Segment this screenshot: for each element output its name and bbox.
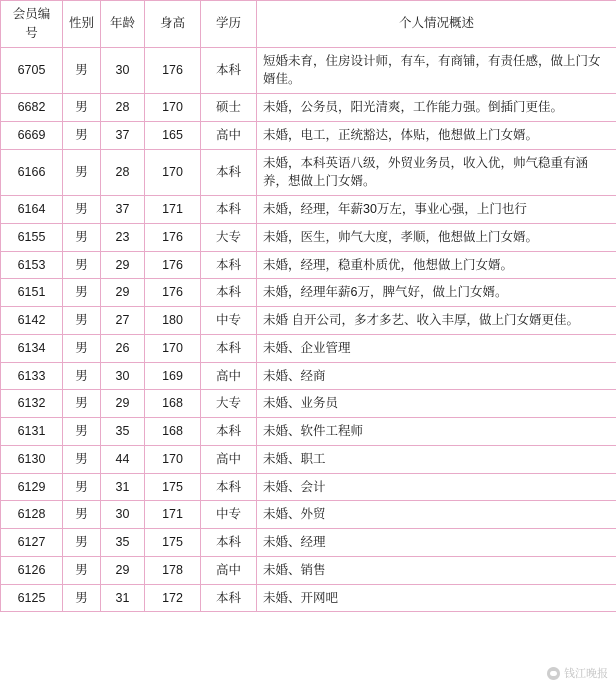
cell-description: 未婚 自开公司，多才多艺、收入丰厚，做上门女婿更佳。 — [257, 307, 616, 335]
cell-education: 本科 — [201, 251, 257, 279]
cell-description: 未婚、业务员 — [257, 390, 616, 418]
cell-education: 硕士 — [201, 94, 257, 122]
cell-gender: 男 — [63, 149, 101, 196]
cell-description: 未婚、开网吧 — [257, 584, 616, 612]
watermark — [547, 665, 608, 681]
cell-gender: 男 — [63, 390, 101, 418]
cell-education: 大专 — [201, 223, 257, 251]
cell-id: 6132 — [1, 390, 63, 418]
cell-height: 175 — [145, 473, 201, 501]
cell-education: 本科 — [201, 47, 257, 94]
cell-age: 37 — [101, 196, 145, 224]
cell-gender: 男 — [63, 196, 101, 224]
cell-education: 高中 — [201, 121, 257, 149]
cell-id: 6669 — [1, 121, 63, 149]
cell-description: 未婚、经商 — [257, 362, 616, 390]
cell-id: 6166 — [1, 149, 63, 196]
cell-description: 未婚、企业管理 — [257, 334, 616, 362]
cell-id: 6126 — [1, 556, 63, 584]
cell-description: 未婚，公务员，阳光清爽，工作能力强。倒插门更佳。 — [257, 94, 616, 122]
cell-age: 35 — [101, 529, 145, 557]
cell-gender: 男 — [63, 529, 101, 557]
cell-education: 高中 — [201, 556, 257, 584]
cell-description: 未婚、软件工程师 — [257, 418, 616, 446]
column-header-gender: 性别 — [63, 1, 101, 48]
cell-gender: 男 — [63, 307, 101, 335]
cell-education: 本科 — [201, 196, 257, 224]
cell-id: 6153 — [1, 251, 63, 279]
cell-education: 本科 — [201, 334, 257, 362]
cell-education: 本科 — [201, 584, 257, 612]
cell-height: 169 — [145, 362, 201, 390]
cell-gender: 男 — [63, 473, 101, 501]
cell-id: 6142 — [1, 307, 63, 335]
table-row — [1, 251, 616, 279]
cell-gender: 男 — [63, 362, 101, 390]
cell-height: 170 — [145, 334, 201, 362]
cell-gender: 男 — [63, 94, 101, 122]
cell-id: 6129 — [1, 473, 63, 501]
cell-id: 6128 — [1, 501, 63, 529]
table-row — [1, 196, 616, 224]
cell-id: 6133 — [1, 362, 63, 390]
cell-gender: 男 — [63, 334, 101, 362]
column-header-description: 个人情况概述 — [257, 1, 616, 48]
cell-education: 中专 — [201, 501, 257, 529]
cell-gender: 男 — [63, 418, 101, 446]
cell-height: 176 — [145, 47, 201, 94]
cell-age: 37 — [101, 121, 145, 149]
cell-description: 未婚、会计 — [257, 473, 616, 501]
cell-id: 6151 — [1, 279, 63, 307]
cell-id: 6155 — [1, 223, 63, 251]
cell-description: 未婚，医生，帅气大度，孝顺，他想做上门女婿。 — [257, 223, 616, 251]
cell-height: 165 — [145, 121, 201, 149]
cell-education: 本科 — [201, 279, 257, 307]
weibo-icon — [547, 667, 560, 680]
cell-description: 未婚，本科英语八级，外贸业务员，收入优，帅气稳重有涵养，想做上门女婿。 — [257, 149, 616, 196]
cell-id: 6134 — [1, 334, 63, 362]
table-row — [1, 445, 616, 473]
table-row — [1, 529, 616, 557]
cell-description: 未婚、销售 — [257, 556, 616, 584]
cell-description: 未婚，经理年薪6万，脾气好，做上门女婿。 — [257, 279, 616, 307]
cell-education: 本科 — [201, 418, 257, 446]
cell-age: 27 — [101, 307, 145, 335]
cell-age: 30 — [101, 501, 145, 529]
cell-age: 23 — [101, 223, 145, 251]
cell-height: 176 — [145, 223, 201, 251]
cell-gender: 男 — [63, 121, 101, 149]
cell-height: 178 — [145, 556, 201, 584]
cell-gender: 男 — [63, 47, 101, 94]
cell-id: 6125 — [1, 584, 63, 612]
cell-gender: 男 — [63, 223, 101, 251]
cell-height: 175 — [145, 529, 201, 557]
cell-height: 170 — [145, 149, 201, 196]
table-row — [1, 473, 616, 501]
watermark-label: 钱江晚报 — [564, 668, 608, 680]
cell-age: 29 — [101, 556, 145, 584]
cell-description: 短婚未育，住房设计师，有车，有商铺，有责任感，做上门女婿佳。 — [257, 47, 616, 94]
table-header — [1, 1, 616, 48]
cell-gender: 男 — [63, 556, 101, 584]
cell-height: 171 — [145, 196, 201, 224]
cell-height: 170 — [145, 94, 201, 122]
table-row — [1, 501, 616, 529]
cell-age: 35 — [101, 418, 145, 446]
cell-gender: 男 — [63, 445, 101, 473]
cell-description: 未婚，经理，年薪30万左，事业心强，上门也行 — [257, 196, 616, 224]
cell-age: 28 — [101, 149, 145, 196]
cell-gender: 男 — [63, 279, 101, 307]
cell-age: 44 — [101, 445, 145, 473]
cell-id: 6164 — [1, 196, 63, 224]
cell-id: 6131 — [1, 418, 63, 446]
table-row — [1, 121, 616, 149]
cell-age: 30 — [101, 47, 145, 94]
table-row — [1, 418, 616, 446]
table-row — [1, 307, 616, 335]
cell-id: 6127 — [1, 529, 63, 557]
cell-gender: 男 — [63, 501, 101, 529]
cell-age: 29 — [101, 390, 145, 418]
cell-education: 大专 — [201, 390, 257, 418]
table-row — [1, 334, 616, 362]
cell-education: 高中 — [201, 445, 257, 473]
table-row — [1, 223, 616, 251]
table-row — [1, 94, 616, 122]
cell-description: 未婚、外贸 — [257, 501, 616, 529]
cell-height: 168 — [145, 418, 201, 446]
table-row — [1, 279, 616, 307]
cell-description: 未婚、职工 — [257, 445, 616, 473]
table-body — [1, 47, 616, 612]
table-header-row — [1, 1, 616, 48]
cell-height: 180 — [145, 307, 201, 335]
cell-gender: 男 — [63, 584, 101, 612]
column-header-height: 身高 — [145, 1, 201, 48]
cell-id: 6705 — [1, 47, 63, 94]
table-row — [1, 47, 616, 94]
table-row — [1, 362, 616, 390]
cell-age: 31 — [101, 473, 145, 501]
cell-age: 26 — [101, 334, 145, 362]
cell-description: 未婚、经理 — [257, 529, 616, 557]
cell-description: 未婚，经理，稳重朴质优，他想做上门女婿。 — [257, 251, 616, 279]
cell-age: 29 — [101, 279, 145, 307]
table-row — [1, 556, 616, 584]
cell-height: 176 — [145, 279, 201, 307]
column-header-id: 会员编号 — [1, 1, 63, 48]
cell-age: 30 — [101, 362, 145, 390]
cell-height: 172 — [145, 584, 201, 612]
cell-age: 28 — [101, 94, 145, 122]
table-row — [1, 390, 616, 418]
cell-description: 未婚，电工，正统豁达，体贴，他想做上门女婿。 — [257, 121, 616, 149]
cell-education: 中专 — [201, 307, 257, 335]
cell-id: 6682 — [1, 94, 63, 122]
column-header-age: 年龄 — [101, 1, 145, 48]
cell-education: 本科 — [201, 149, 257, 196]
cell-age: 29 — [101, 251, 145, 279]
cell-height: 168 — [145, 390, 201, 418]
cell-height: 171 — [145, 501, 201, 529]
table-row — [1, 149, 616, 196]
cell-height: 176 — [145, 251, 201, 279]
cell-education: 本科 — [201, 529, 257, 557]
cell-education: 高中 — [201, 362, 257, 390]
cell-id: 6130 — [1, 445, 63, 473]
cell-gender: 男 — [63, 251, 101, 279]
cell-education: 本科 — [201, 473, 257, 501]
cell-age: 31 — [101, 584, 145, 612]
table-row — [1, 584, 616, 612]
cell-height: 170 — [145, 445, 201, 473]
column-header-education: 学历 — [201, 1, 257, 48]
